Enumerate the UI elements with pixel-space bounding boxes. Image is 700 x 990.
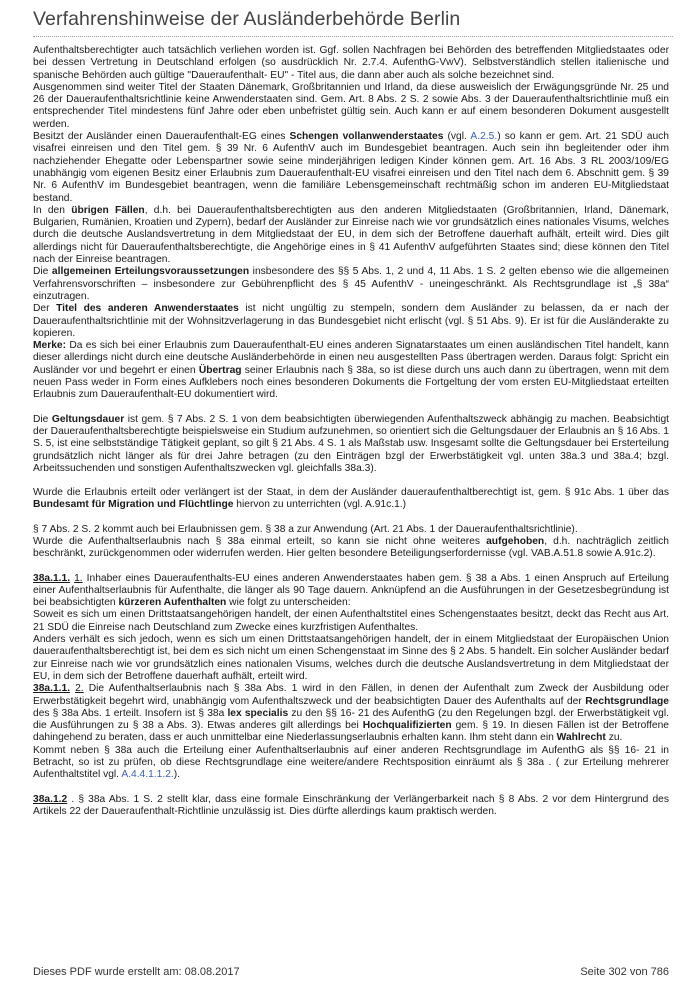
text: seiner Erlaubnis nach § 38a, so ist diese durch uns auch dann zu übertragen, wenn mit dem neuen Pass weder in Form eines Aufklebers noch eines besonderen Dokuments die Fortgeltung der vom ersten EU-Mitgliedstaat erteilten Erlaubnis zum Daueraufenthalt-EU dokumentiert wird. — [33, 364, 670, 401]
text: ). — [173, 769, 181, 781]
subsection-number: 2. — [75, 683, 84, 695]
bold-term: Geltungsdauer — [51, 413, 125, 425]
footer-created-date: Dieses PDF wurde erstellt am: 08.08.2017 — [33, 966, 240, 978]
text: zu den §§ 16- 21 des AufenthG (zu den Regelungen bzgl. der Erwerbstätigkeit vgl. die Ausführungen zu § 38 a Abs. 3). Etwas anderes gilt allerdings bei — [33, 707, 670, 732]
text: insbesondere des §§ 5 Abs. 1, 2 und 4, 11 Abs. 1 S. 2 gelten ebenso wie die allgemeinen Verfahrensvorschriften – insbesondere zur Gebührenpflicht des § 45 AufenthV - uneingeschränkt. Als Rechtsgrundlage ist „§ 38a“ einzutragen. — [33, 266, 669, 302]
paragraph — [33, 745, 669, 782]
text: Kommt neben § 38a auch die Erteilung einer Aufenthaltserlaubnis auf einer anderen Rechtsgrundlage im AufenthG als §§ 16- 21 in Betracht, so ist zu prüfen, ob diese Rechtsgrundlage eine weitere/andere Rechtsposition einräumt als § 38a . ( zur Erteilung mehrerer Aufenthaltstitel vgl. — [33, 744, 669, 781]
bold-term: kürzeren Aufenthalten — [118, 597, 227, 609]
bold-term: lex specialis — [227, 707, 289, 719]
bold-term: Titel des anderen Anwenderstaates — [56, 303, 239, 315]
text: Der — [33, 303, 57, 315]
section-number: 38a.1.1. — [33, 572, 71, 584]
paragraph: Ausgenommen sind weiter Titel der Staaten Dänemark, Großbritannien und Irland, da diese ausweislich der Erwägungsgründe Nr. 25 und 26 der Daueraufenthaltsrichtlinie keine Anwenderstaaten sind. Gem. Art. 8 Abs. 2 S. 2 sowie Abs. 3 der Daueraufenthaltsrichtlinie muß ein entsprechender Titel mindestens fünf Jahre oder eben unbefristet gültig sein. Auch kann er auf einem besonderen Dokument ausgestellt werden. — [33, 81, 669, 130]
section-38a-1-1-2 — [33, 683, 669, 744]
paragraph — [33, 414, 669, 475]
section-number: 38a.1.2 — [33, 793, 68, 805]
text: Inhaber eines Daueraufenthalts-EU eines anderen Anwenderstaates haben gem. § 38 a Abs. 1 einen Anspruch auf Erteilung einer Aufenthaltserlaubnis für Aufenthalte, die länger als 90 Tage dauern. Anknüpfend an die Ausführungen in der Gesetzesbegründung ist bei beabsichtigten — [33, 572, 669, 609]
page-title: Verfahrenshinweise der Ausländerbehörde Berlin — [33, 8, 673, 37]
paragraph: Soweit es sich um einen Drittstaatsangehörigen handelt, der einen Aufenthaltstitel eines Schengenstaates besitzt, deckt das Recht aus Art. 21 SDÜ die Einreise nach Deutschland zum Zwecke eines kurzfristigen Aufenthaltes. — [33, 609, 669, 633]
document-body — [33, 45, 669, 818]
page-footer — [33, 966, 669, 978]
text: ) so kann er gem. Art. 21 SDÜ auch visafrei einreisen und den Titel gem. § 39 Nr. 6 AufenthV auch im Bundesgebiet beantragen. Auch sein ihn begleitender oder ihm nachziehender Ehegatte oder Lebenspartner sowie seine minderjährigen ledigen Kinder können gem. Art. 16 Abs. 3 RL 2003/109/EG unabhängig vom eigenen Besitz einer Erlaubnis zum Daueraufenthalt-EU visafrei einreisen und den Titel nach dem 6. Abschnitt gem. § 39 Nr. 6 AufenthV im Bundesgebiet beantragen, wenn die familiäre Lebensgemeinschaft rechtmäßig schon im anderen EU-Mitgliedstaat bestand. — [33, 131, 669, 204]
bold-term: aufgehoben — [486, 535, 545, 547]
text: Besitzt der Ausländer einen Daueraufenthalt-EG eines — [33, 131, 290, 143]
footer-page-number: Seite 302 von 786 — [580, 966, 669, 978]
text: Da es sich bei einer Erlaubnis zum Daueraufenthalt-EU eines anderen Signatarstaates um einen ausländischen Titel handelt, kann dieser allerdings nicht durch eine deutsche Ausländerbehörde in einen neu ausgestellten Pass übertragen werden. Daraus folgt: Spricht ein Ausländer vor und begehrt er einen — [33, 340, 669, 376]
text: zu. — [605, 732, 623, 744]
text: Die — [33, 266, 52, 278]
bold-term: allgemeinen Erteilungsvoraussetzungen — [51, 266, 250, 278]
paragraph — [33, 303, 669, 340]
bold-term: Hochqualifizierten — [362, 720, 452, 732]
paragraph — [33, 205, 669, 266]
reference-link[interactable]: A.2.5. — [470, 131, 498, 143]
text: gem. § 19. In diesen Fällen ist der Betroffene dahingehend zu beraten, dass er auch unmittelbar eine Niederlassungserlaubnis erhalten kann. Ihm steht dann ein — [33, 720, 669, 744]
section-number: 38a.1.1. — [33, 683, 71, 695]
paragraph — [33, 536, 669, 561]
text: . § 38a Abs. 1 S. 2 stellt klar, dass eine formale Einschränkung der Verlängerbarkeit nach § 8 Abs. 2 vor dem Hintergrund des Artikels 22 der Daueraufenthalt-Richtlinie unzulässig ist. Dies dürfte allerdings kaum praktisch werden. — [33, 793, 669, 817]
paragraph: Aufenthaltsberechtigter auch tatsächlich verliehen worden ist. Ggf. sollen Nachfragen bei Behörden des betreffenden Mitgliedstaates oder bei dessen Vertretung in Deutschland erfolgen (so ausdrücklich Nr. 2.7.4. AufenthG-VwV). Selbstverständlich stellen italienische und spanische Behörden auch gültige "Daueraufenthalt- EU" - Titel aus, die dann aber auch als solche bezeichnet sind. — [33, 45, 669, 81]
text: Die — [33, 413, 52, 425]
text: des § 38a Abs. 1 erteilt. Insofern ist § 38a — [33, 707, 228, 719]
paragraph — [33, 340, 669, 401]
text: ist gem. § 7 Abs. 2 S. 1 von dem beabsichtigten überwiegenden Aufenthaltszweck abhängig zu machen. Beabsichtigt der Daueraufenthaltsberechtigte beispielsweise ein Studium aufzunehmen, so orientiert sich die Geltungsdauer der Erlaubnis an § 16 Abs. 1 S. 5, ist eine selbstständige Tätigkeit geplant, so gilt § 21 Abs. 4 S. 1 als Maßstab usw. Insgesamt sollte die Geltungsdauer bei Ersterteilung grundsätzlich nicht länger als für drei Jahre betragen (zu den Einträgen bzgl der Erwerbstätigkeit vgl. unten 38a.3 und 38a.4; bzgl. Arbeitssuchenden und sonstigen Aufenthaltszwecken vgl. gleichfalls 38a.3). — [33, 413, 670, 474]
text: In den — [33, 204, 72, 216]
text: Wurde die Erlaubnis erteilt oder verlängert ist der Staat, in dem der Ausländer daueraufenthaltberechtigt ist, gem. § 91c Abs. 1 über das — [33, 487, 669, 499]
text: wie folgt zu unterscheiden: — [226, 597, 351, 609]
text: , d.h. bei Daueraufenthaltsberechtigten aus den anderen Mitgliedstaaten (Großbritannien, Irland, Dänemark, Bulgarien, Rumänien, Kroatien und Zypern), bedarf der Ausländer zur Einreise nach wie vor grundsätzlich eines nationales Visums, welches durch die deutsche Auslandsvertretung in dem Mitgliedstaat der EU, in dem sich der Betroffene dauerhaft aufhält, erteilt wird. Dies gilt allerdings nicht für Daueraufenthaltsberechtigte, die Angehörige eines in § 41 AufenthV aufgeführten Staates sind; diese können den Titel nach der Einreise beantragen. — [33, 204, 669, 266]
section-38a-1-2 — [33, 794, 669, 819]
bold-term: Merke: — [33, 340, 67, 352]
text: (vgl. — [443, 131, 471, 143]
text: ist nicht ungültig zu stempeln, sondern dem Ausländer zu belassen, da er nach der Daueraufenthaltsrichtlinie mit der Wohnsitzverlagerung in das Bundesgebiet nicht erlischt (vgl. § 51 Abs. 9). Er ist für die Ausländerakte zu kopieren. — [33, 303, 669, 339]
section-38a-1-1-1 — [33, 573, 669, 610]
paragraph — [33, 131, 669, 205]
bold-term: Wahlrecht — [556, 732, 606, 744]
subsection-number: 1. — [74, 572, 83, 584]
paragraph: § 7 Abs. 2 S. 2 kommt auch bei Erlaubnissen gem. § 38 a zur Anwendung (Art. 21 Abs. 1 der Daueraufenthaltsrichtlinie). — [33, 523, 578, 535]
paragraph: Anders verhält es sich jedoch, wenn es sich um einen Drittstaatsangehörigen handelt, der in einem Mitgliedstaat der Europäischen Union daueraufenthaltsberechtigt ist, bei dem es sich nicht um einen Schengenstaat im Sinne des § 2 Abs. 5 handelt. Ein solcher Ausländer bedarf zur Einreise nach wie vor grundsätzlich eines nationalen Visums, welches durch die deutsche Auslandsvertretung in dem Mitgliedstaat der EU, in dem sich der Betroffene dauerhaft aufhält, erteilt wird. — [33, 634, 669, 682]
bold-term: Schengen vollanwenderstaates — [289, 131, 444, 143]
bold-term: übrigen Fällen — [71, 204, 145, 216]
text: Die Aufenthaltserlaubnis nach § 38a Abs. 1 wird in den Fällen, in denen der Aufenthalt zum Zweck der Ausbildung oder Erwerbstätigkeit begehrt wird, unabhängig vom Aufenthaltszweck und der beabsichtigten Dauer des Aufenthalts auf der — [33, 683, 669, 707]
bold-term: Bundesamt für Migration und Flüchtlinge — [33, 499, 234, 511]
text: hiervon zu unterrichten (vgl. A.91c.1.) — [233, 499, 407, 511]
paragraph — [33, 266, 669, 303]
text: , d.h. nachträglich zeitlich beschränkt, zurückgenommen oder widerrufen werden. Hier gelten besondere Beteiligungserfordernisse (vgl. VAB.A.51.8 sowie A.91c.2). — [33, 535, 670, 560]
paragraph — [33, 487, 669, 512]
bold-term: Übertrag — [198, 364, 242, 376]
text: Wurde die Aufenthaltserlaubnis nach § 38a einmal erteilt, so kann sie nicht ohne weiteres — [33, 535, 487, 547]
reference-link[interactable]: A.4.4.1.1.2. — [121, 769, 174, 781]
bold-term: Rechtsgrundlage — [585, 695, 669, 707]
